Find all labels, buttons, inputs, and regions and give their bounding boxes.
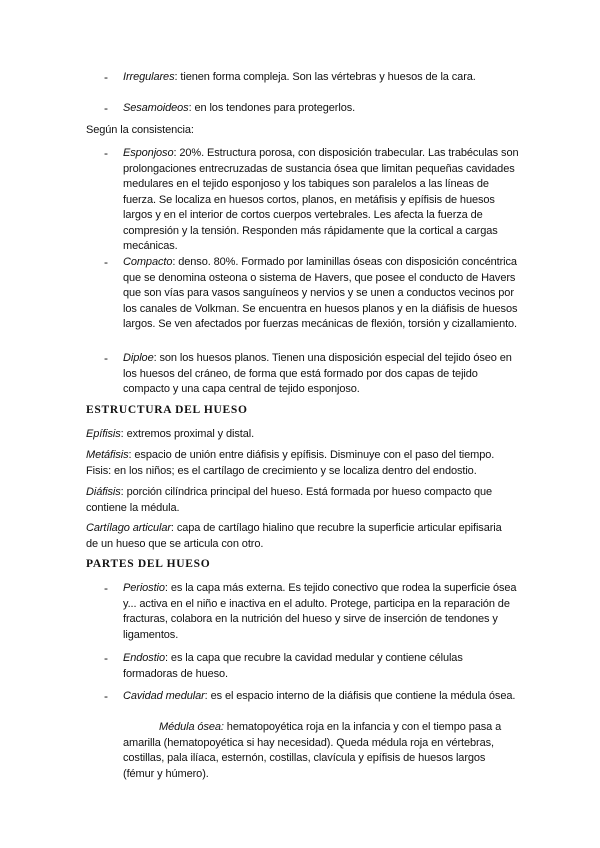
bullet: - xyxy=(104,351,108,365)
term: Irregulares xyxy=(123,71,175,83)
definition: : es la capa que recubre la cavidad medular y contiene células formadoras de hueso. xyxy=(123,652,463,680)
definition: : tienen forma compleja. Son las vértebras y huesos de la cara. xyxy=(174,71,476,83)
term: Sesamoideos xyxy=(123,102,189,114)
consistencia-intro: Según la consistencia: xyxy=(86,124,194,136)
term: Epífisis xyxy=(86,428,121,440)
term: Diploe xyxy=(123,352,154,364)
term: Compacto xyxy=(123,256,173,268)
paragraph-cartilago xyxy=(86,521,506,552)
bullet: - xyxy=(104,70,108,84)
paragraph-epifisis xyxy=(86,427,506,443)
term: Periostio xyxy=(123,582,165,594)
paragraph-diafisis xyxy=(86,485,506,516)
definition: : extremos proximal y distal. xyxy=(120,428,255,440)
section-heading-partes: PARTES DEL HUESO xyxy=(86,558,211,570)
bullet: - xyxy=(104,146,108,160)
bullet: - xyxy=(104,101,108,115)
bullet: - xyxy=(104,651,108,665)
definition: : porción cilíndrica principal del hueso. Está formada por hueso compacto que contiene la médula. xyxy=(86,486,493,514)
bullet: - xyxy=(104,581,108,595)
definition: hematopoyética roja en la infancia y con el tiempo pasa a amarilla (hematopoyética si hay necesidad). Queda médula roja en vértebras, costillas, pala ilíaca, esternón, costillas, clavícula y epífisis de huesos largos (fémur y húmero). xyxy=(123,721,502,780)
definition: : espacio de unión entre diáfisis y epífisis. Disminuye con el paso del tiempo. Fisis: en los niños; es el cartílago de crecimiento y se localiza dentro del endostio. xyxy=(86,449,495,477)
paragraph-metafisis xyxy=(86,448,506,479)
definition: : son los huesos planos. Tienen una disposición especial del tejido óseo en los huesos del cráneo, de forma que está formado por dos capas de tejido compacto y una capa central de tejido esponjoso. xyxy=(123,352,512,395)
term: Metáfisis xyxy=(86,449,129,461)
definition: : es la capa más externa. Es tejido conectivo que rodea la superficie ósea y... activa en el niño e inactiva en el adulto. Protege, participa en la reparación de fracturas, colabora en la nutrición del hueso y sirve de inserción de tendones y ligamentos. xyxy=(123,582,517,641)
term: Cavidad medular xyxy=(123,690,205,702)
section-heading-estructura: ESTRUCTURA DEL HUESO xyxy=(86,404,248,416)
bullet: - xyxy=(104,689,108,703)
definition: : denso. 80%. Formado por laminillas óseas con disposición concéntrica que se denomina osteona o sistema de Havers, que posee el conducto de Havers que son vías para vasos sanguíneos y nervios y se unen a conductos vecinos por los canales de Volkman. Se encuentra en huesos planos y en la diáfisis de huesos largos. Se ven afectados por fuerzas mecánicas de flexión, torsión y cizallamiento. xyxy=(123,256,518,330)
term: Médula ósea: xyxy=(159,721,224,733)
definition: : es el espacio interno de la diáfisis que contiene la médula ósea. xyxy=(204,690,516,702)
definition: : en los tendones para protegerlos. xyxy=(188,102,356,114)
definition: : capa de cartílago hialino que recubre la superficie articular epifisaria de un hueso que se articula con otro. xyxy=(86,522,502,550)
term: Esponjoso xyxy=(123,147,174,159)
term: Diáfisis xyxy=(86,486,121,498)
term: Endostio xyxy=(123,652,166,664)
term: Cartílago articular xyxy=(86,522,171,534)
bullet: - xyxy=(104,255,108,269)
definition: : 20%. Estructura porosa, con disposición trabecular. Las trabéculas son prolongaciones entrecruzadas de sustancia ósea que limitan pequeñas cavidades medulares en el tejido esponjoso y los tabiques son paralelos a las líneas de fuerza. Se localiza en huesos cortos, planos, en metáfisis y epífisis de huesos largos y en el interior de cortos cuerpos vertebrales. Les afecta la fuerza de compresión y la tensión. Responden más rápidamente que la cortical a cargas mecánicas. xyxy=(123,147,519,252)
